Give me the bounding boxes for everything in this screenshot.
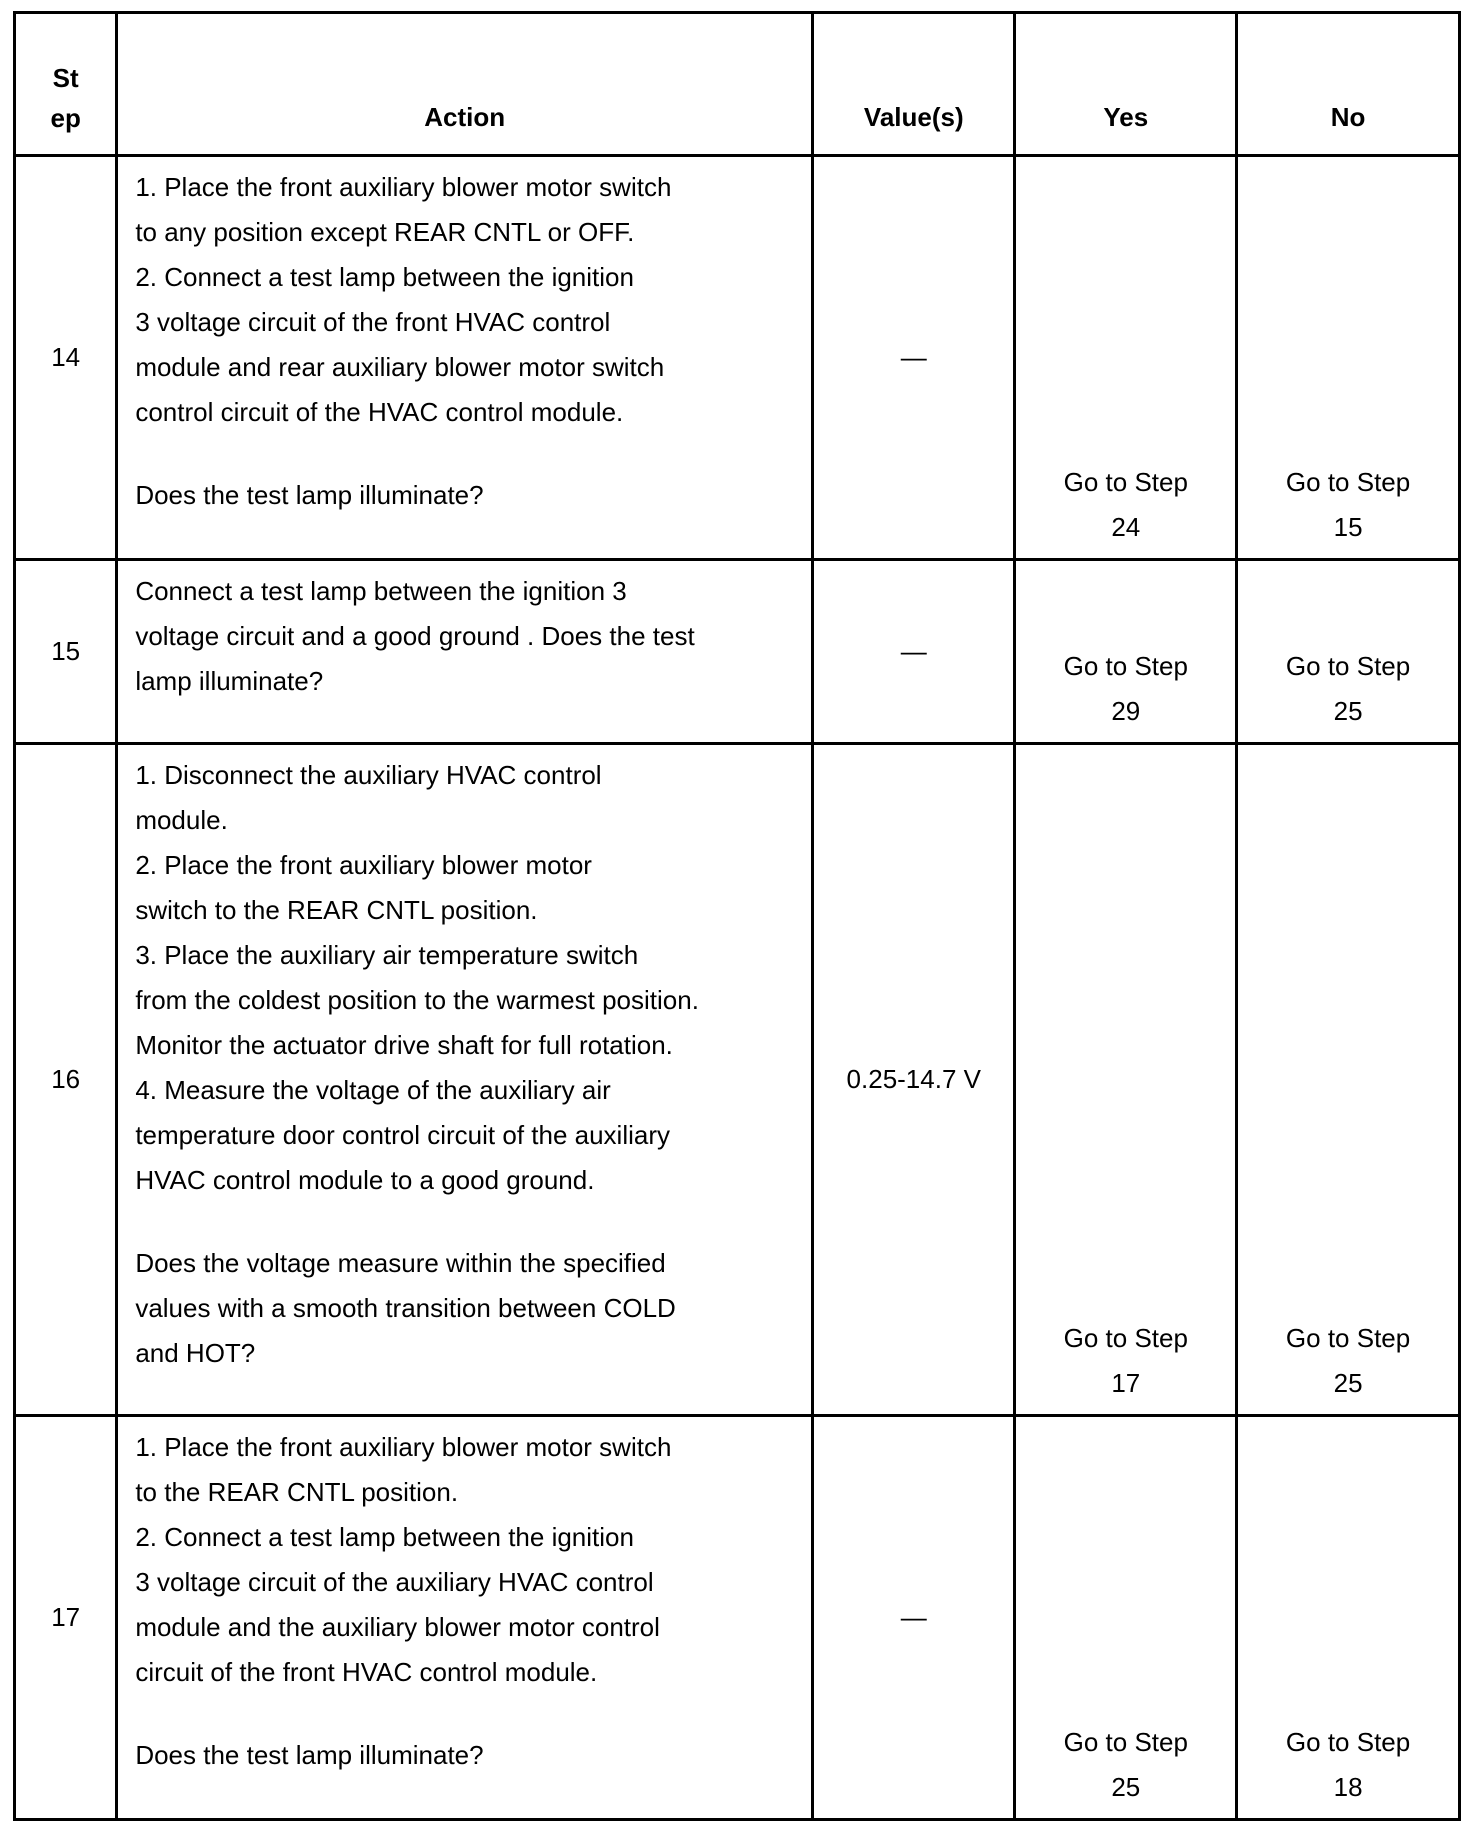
yes-goto-label: Go to Step bbox=[1063, 651, 1188, 681]
action-line: 1. Place the front auxiliary blower motor switch bbox=[135, 1432, 672, 1462]
action-line: 3. Place the auxiliary air temperature switch bbox=[135, 940, 639, 970]
action-cell bbox=[117, 156, 813, 560]
action-line: 2. Connect a test lamp between the ignition bbox=[135, 1522, 634, 1552]
no-goto-label: Go to Step bbox=[1285, 1323, 1411, 1353]
action-line: switch to the REAR CNTL position. bbox=[135, 895, 538, 925]
yes-goto-label: Go to Step bbox=[1063, 1323, 1188, 1353]
action-line: voltage circuit and a good ground . Does the test bbox=[135, 621, 695, 651]
header-row bbox=[15, 13, 1460, 156]
table-row-step-14 bbox=[15, 156, 1460, 560]
no-goto-label: Go to Step bbox=[1285, 651, 1411, 681]
header-step bbox=[15, 13, 117, 156]
action-line: from the coldest position to the warmest position. bbox=[135, 985, 699, 1015]
table-row-step-15 bbox=[15, 560, 1460, 744]
action-line: lamp illuminate? bbox=[135, 666, 324, 696]
action-question: Does the test lamp illuminate? bbox=[135, 480, 484, 510]
value-cell: 0.25-14.7 V bbox=[813, 744, 1015, 1416]
action-line: 2. Connect a test lamp between the ignition bbox=[135, 262, 634, 292]
action-line: 3 voltage circuit of the auxiliary HVAC control bbox=[135, 1567, 654, 1597]
no-cell bbox=[1237, 1416, 1460, 1820]
yes-cell bbox=[1015, 744, 1237, 1416]
header-values: Value(s) bbox=[813, 13, 1015, 156]
action-cell bbox=[117, 1416, 813, 1820]
diagnostic-table bbox=[13, 11, 1461, 1821]
action-line: to any position except REAR CNTL or OFF. bbox=[135, 217, 635, 247]
yes-goto-step: 29 bbox=[1111, 696, 1141, 726]
action-line: 4. Measure the voltage of the auxiliary air bbox=[135, 1075, 611, 1105]
no-cell bbox=[1237, 744, 1460, 1416]
action-line: Monitor the actuator drive shaft for full rotation. bbox=[135, 1030, 673, 1060]
step-number: 17 bbox=[15, 1416, 117, 1820]
yes-goto-label: Go to Step bbox=[1063, 467, 1188, 497]
no-goto-step: 25 bbox=[1333, 696, 1363, 726]
yes-goto-step: 17 bbox=[1111, 1368, 1141, 1398]
step-number: 14 bbox=[15, 156, 117, 560]
no-cell bbox=[1237, 560, 1460, 744]
value-cell: — bbox=[813, 1416, 1015, 1820]
action-line: to the REAR CNTL position. bbox=[135, 1477, 459, 1507]
action-line: temperature door control circuit of the auxiliary bbox=[135, 1120, 671, 1150]
action-line: 2. Place the front auxiliary blower motor bbox=[135, 850, 592, 880]
action-line: module and rear auxiliary blower motor switch bbox=[135, 352, 665, 382]
action-line: module. bbox=[135, 805, 228, 835]
action-line: module and the auxiliary blower motor control bbox=[135, 1612, 660, 1642]
value-cell: — bbox=[813, 560, 1015, 744]
yes-goto-label: Go to Step bbox=[1063, 1727, 1188, 1757]
no-goto-step: 18 bbox=[1333, 1772, 1363, 1802]
action-cell bbox=[117, 560, 813, 744]
action-line: 3 voltage circuit of the front HVAC control bbox=[135, 307, 611, 337]
action-line: Connect a test lamp between the ignition 3 bbox=[135, 576, 627, 606]
action-line: 1. Place the front auxiliary blower motor switch bbox=[135, 172, 672, 202]
header-action: Action bbox=[117, 13, 813, 156]
action-question: and HOT? bbox=[135, 1338, 256, 1368]
yes-cell bbox=[1015, 1416, 1237, 1820]
action-question: Does the test lamp illuminate? bbox=[135, 1740, 484, 1770]
action-line: 1. Disconnect the auxiliary HVAC control bbox=[135, 760, 602, 790]
table-row-step-16 bbox=[15, 744, 1460, 1416]
header-step-line1: St bbox=[52, 63, 79, 93]
action-question: Does the voltage measure within the specified bbox=[135, 1248, 666, 1278]
step-number: 15 bbox=[15, 560, 117, 744]
yes-cell bbox=[1015, 560, 1237, 744]
no-goto-label: Go to Step bbox=[1285, 467, 1411, 497]
action-line: control circuit of the HVAC control module. bbox=[135, 397, 624, 427]
action-question: values with a smooth transition between COLD bbox=[135, 1293, 676, 1323]
action-line: circuit of the front HVAC control module. bbox=[135, 1657, 598, 1687]
action-line: HVAC control module to a good ground. bbox=[135, 1165, 595, 1195]
header-step-line2: ep bbox=[50, 103, 81, 133]
table-row-step-17 bbox=[15, 1416, 1460, 1820]
no-goto-step: 25 bbox=[1333, 1368, 1363, 1398]
yes-goto-step: 24 bbox=[1111, 512, 1141, 542]
yes-goto-step: 25 bbox=[1111, 1772, 1141, 1802]
action-cell bbox=[117, 744, 813, 1416]
no-goto-step: 15 bbox=[1333, 512, 1363, 542]
no-goto-label: Go to Step bbox=[1285, 1727, 1411, 1757]
value-cell: — bbox=[813, 156, 1015, 560]
no-cell bbox=[1237, 156, 1460, 560]
yes-cell bbox=[1015, 156, 1237, 560]
header-no: No bbox=[1237, 13, 1460, 156]
step-number: 16 bbox=[15, 744, 117, 1416]
header-yes: Yes bbox=[1015, 13, 1237, 156]
